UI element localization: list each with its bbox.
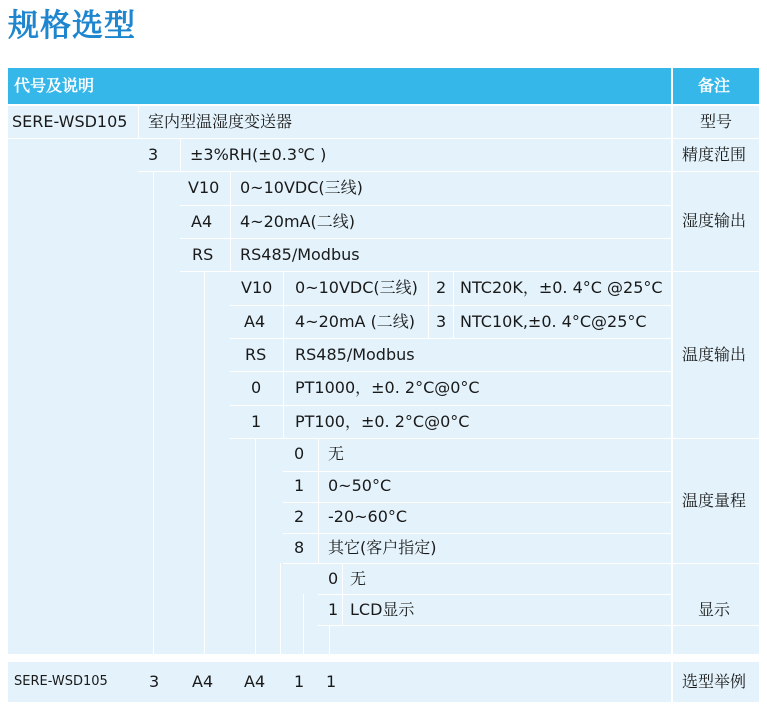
temp-output-desc: 0~10VDC(三线) — [295, 278, 418, 297]
range-code: 1 — [294, 476, 305, 495]
humidity-desc: RS485/Modbus — [240, 245, 360, 264]
example-temp-output: A4 — [244, 672, 266, 691]
temp-output-note: 温度输出 — [682, 345, 747, 364]
page-title: 规格选型 — [8, 8, 136, 44]
display-desc: 无 — [350, 569, 367, 588]
example-accuracy: 3 — [149, 672, 160, 691]
header-code-desc: 代号及说明 — [14, 76, 95, 95]
accuracy-code: 3 — [148, 145, 159, 164]
humidity-code: V10 — [188, 178, 220, 197]
humidity-desc: 0~10VDC(三线) — [240, 178, 363, 197]
temp-output-code: 0 — [251, 378, 262, 397]
example-display: 1 — [326, 672, 337, 691]
humidity-code: A4 — [191, 212, 213, 231]
example-model: SERE-WSD105 — [14, 674, 108, 689]
range-desc: 0~50°C — [328, 476, 392, 495]
range-code: 8 — [294, 538, 305, 557]
note-column — [673, 106, 759, 654]
temp-output-desc: PT1000，±0. 2°C@0°C — [295, 378, 480, 397]
temp-output-code: V10 — [241, 278, 273, 297]
accuracy-desc: ±3%RH(±0.3℃ ) — [190, 145, 327, 164]
temp-output-desc: RS485/Modbus — [295, 345, 415, 364]
range-desc: -20~60°C — [328, 507, 408, 526]
range-desc: 无 — [328, 444, 345, 463]
model-note: 型号 — [700, 112, 733, 131]
temp-output-desc: PT100，±0. 2°C@0°C — [295, 412, 470, 431]
display-code: 0 — [328, 569, 339, 588]
humidity-note: 湿度输出 — [682, 211, 747, 230]
accuracy-note: 精度范围 — [682, 145, 747, 164]
model-code: SERE-WSD105 — [12, 112, 128, 131]
temp-output-code: A4 — [244, 312, 266, 331]
display-note: 显示 — [698, 600, 731, 619]
example-humidity-output: A4 — [192, 672, 214, 691]
sensor-desc: NTC10K,±0. 4°C@25°C — [460, 312, 647, 331]
display-desc: LCD显示 — [350, 600, 415, 619]
temp-output-code: RS — [245, 345, 267, 364]
range-code: 2 — [294, 507, 305, 526]
header-note: 备注 — [698, 76, 731, 95]
range-note: 温度量程 — [682, 491, 747, 510]
temp-output-code: 1 — [251, 412, 262, 431]
sensor-desc: NTC20K，±0. 4°C @25°C — [460, 278, 663, 297]
header-left-cell — [8, 68, 671, 104]
temp-output-desc: 4~20mA (二线) — [295, 312, 416, 331]
sensor-code: 3 — [436, 312, 447, 331]
display-code: 1 — [328, 600, 339, 619]
range-code: 0 — [294, 444, 305, 463]
example-note: 选型举例 — [682, 672, 747, 691]
humidity-code: RS — [192, 245, 214, 264]
sensor-code: 2 — [436, 278, 447, 297]
model-desc: 室内型温湿度变送器 — [148, 112, 293, 131]
humidity-desc: 4~20mA(二线) — [240, 212, 355, 231]
range-desc: 其它(客户指定) — [328, 538, 437, 557]
example-range: 1 — [294, 672, 305, 691]
